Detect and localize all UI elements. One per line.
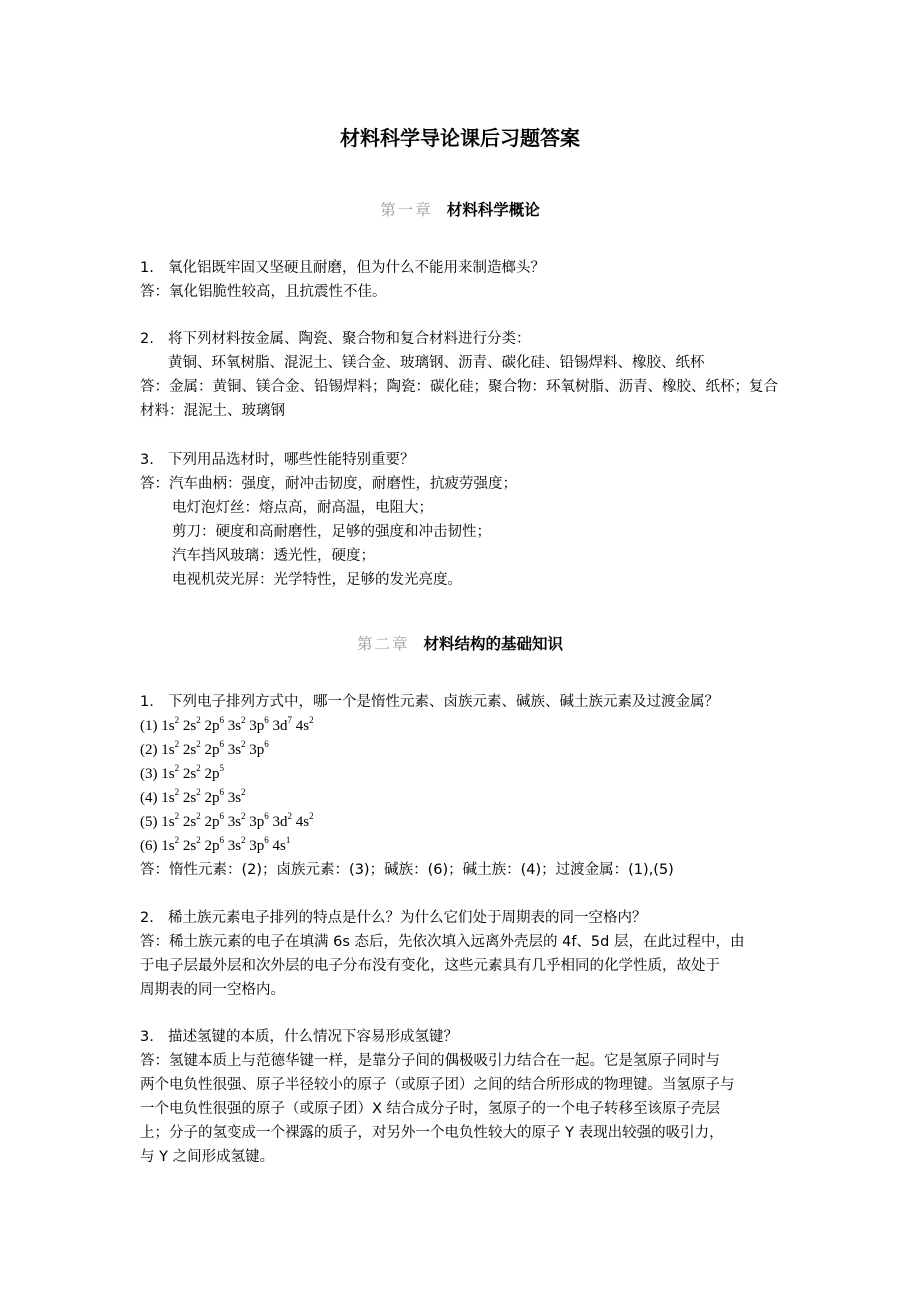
orbital-electron-count: 2	[196, 835, 201, 845]
orbital: 2s	[182, 814, 197, 830]
answer-text: 电灯泡灯丝：熔点高，耐高温，电阻大；	[172, 500, 433, 516]
config-label: (5)	[140, 814, 162, 830]
answer-text: 材料：混泥土、玻璃钢	[140, 403, 285, 419]
orbital-electron-count: 2	[174, 739, 180, 749]
answer-text: 答：金属：黄铜、镁合金、铅锡焊料；陶瓷：碳化硅；聚合物：环氧树脂、沥青、橡胶、纸杯；复合	[140, 379, 778, 395]
chapter-2-number: 第二章	[356, 635, 410, 653]
answer-text: 剪刀：硬度和高耐磨性，足够的强度和冲击韧性；	[172, 524, 491, 540]
orbital-electron-count: 6	[219, 739, 224, 749]
config-label: (3)	[140, 766, 162, 782]
answer-text: 答：惰性元素：(2)；卤族元素：(3)；碱族：(6)；碱土族：(4)；过渡金属：(1),(5)	[140, 862, 674, 878]
orbital-electron-count: 2	[196, 811, 201, 821]
orbital-electron-count: 2	[174, 835, 180, 845]
document-title: 材料科学导论课后习题答案	[340, 126, 580, 150]
orbital: 3p	[249, 718, 265, 734]
orbital-electron-count: 2	[309, 715, 314, 725]
orbital-electron-count: 2	[196, 787, 201, 797]
orbital-electron-count: 7	[287, 715, 293, 725]
orbital-electron-count: 2	[196, 739, 201, 749]
orbital-electron-count: 2	[241, 787, 246, 797]
question-text: 1. 氧化铝既牢固又坚硬且耐磨，但为什么不能用来制造榔头？	[140, 260, 545, 276]
orbital: 4s	[272, 838, 286, 854]
electron-config-line	[140, 810, 780, 834]
orbital-electron-count: 2	[174, 811, 180, 821]
orbital: 2p	[204, 790, 220, 806]
orbital-electron-count: 6	[219, 715, 224, 725]
orbital-electron-count: 6	[264, 715, 269, 725]
chapter-2-heading	[0, 632, 920, 654]
orbital-electron-count: 6	[264, 811, 269, 821]
answer-text: 答：稀土族元素的电子在填满 6s 态后，先依次填入远离外壳层的 4f、5d 层，在此过程中，由	[140, 934, 745, 950]
config-label: (6)	[140, 838, 162, 854]
orbital-electron-count: 2	[174, 715, 180, 725]
orbital: 3s	[227, 814, 242, 830]
orbital-electron-count: 2	[196, 715, 201, 725]
answer-text: 答：汽车曲柄：强度，耐冲击韧度，耐磨性，抗疲劳强度；	[140, 476, 517, 492]
orbital-electron-count: 5	[219, 763, 224, 773]
orbital: 3p	[249, 838, 265, 854]
orbital-electron-count: 6	[219, 835, 224, 845]
config-label: (4)	[140, 790, 162, 806]
electron-config-line	[140, 738, 780, 762]
electron-config-line	[140, 762, 780, 786]
orbital: 3s	[227, 838, 242, 854]
question-text: 3. 下列用品选材时，哪些性能特别重要？	[140, 452, 415, 468]
orbital: 1s	[161, 790, 175, 806]
orbital: 2p	[204, 766, 220, 782]
material-list: 黄铜、环氧树脂、混泥土、镁合金、玻璃钢、沥青、碳化硅、铅锡焊料、橡胶、纸杯	[168, 355, 705, 371]
orbital-electron-count: 6	[219, 811, 224, 821]
orbital: 2s	[182, 742, 197, 758]
question-text: 2. 稀土族元素电子排列的特点是什么？为什么它们处于周期表的同一空格内？	[140, 910, 647, 926]
orbital-electron-count: 6	[219, 787, 224, 797]
orbital: 3d	[272, 718, 288, 734]
config-label: (2)	[140, 742, 162, 758]
answer-text: 答：氧化铝脆性较高，且抗震性不佳。	[140, 284, 387, 300]
answer-text: 一个电负性很强的原子（或原子团）X 结合成分子时，氢原子的一个电子转移至该原子壳层	[140, 1101, 721, 1117]
orbital: 2p	[204, 838, 220, 854]
orbital: 3d	[272, 814, 288, 830]
orbital: 2s	[182, 838, 197, 854]
orbital-electron-count: 2	[241, 835, 246, 845]
orbital: 3s	[227, 790, 242, 806]
orbital: 2p	[204, 742, 220, 758]
orbital-electron-count: 2	[174, 787, 180, 797]
orbital: 3p	[249, 742, 265, 758]
answer-text: 答：氢键本质上与范德华键一样，是靠分子间的偶极吸引力结合在一起。它是氢原子同时与	[140, 1053, 720, 1069]
electron-config-line	[140, 834, 780, 858]
orbital-electron-count: 1	[285, 835, 291, 845]
orbital: 1s	[161, 742, 175, 758]
answer-text: 上；分子的氢变成一个裸露的质子，对另外一个电负性较大的原子 Y 表现出较强的吸引力，	[140, 1125, 724, 1141]
orbital-electron-count: 2	[241, 811, 246, 821]
answer-text: 与 Y 之间形成氢键。	[140, 1149, 275, 1165]
orbital-electron-count: 2	[287, 811, 293, 821]
chapter-1-number: 第一章	[380, 201, 433, 219]
orbital: 3s	[227, 718, 242, 734]
orbital: 2s	[182, 790, 197, 806]
question-text: 2. 将下列材料按金属、陶瓷、聚合物和复合材料进行分类：	[140, 331, 531, 347]
orbital-electron-count: 2	[241, 715, 246, 725]
orbital: 2s	[182, 718, 197, 734]
ch1-question-1	[140, 256, 780, 304]
orbital-electron-count: 2	[196, 763, 201, 773]
orbital-electron-count: 2	[174, 763, 180, 773]
answer-text: 汽车挡风玻璃：透光性，硬度；	[172, 548, 375, 564]
config-label: (1)	[140, 718, 162, 734]
ch1-question-2	[140, 327, 780, 423]
ch1-question-3	[140, 448, 780, 592]
chapter-2-title: 材料结构的基础知识	[423, 635, 564, 653]
orbital-electron-count: 2	[241, 739, 246, 749]
electron-config-list	[140, 714, 780, 858]
orbital: 3p	[249, 814, 265, 830]
orbital: 1s	[161, 838, 175, 854]
orbital: 4s	[295, 718, 310, 734]
question-text: 1. 下列电子排列方式中，哪一个是惰性元素、卤族元素、碱族、碱土族元素及过渡金属？	[140, 694, 719, 710]
ch2-question-2	[140, 906, 780, 1002]
answer-text: 电视机荧光屏：光学特性，足够的发光亮度。	[172, 572, 462, 588]
orbital: 1s	[161, 814, 175, 830]
orbital: 2p	[204, 718, 220, 734]
answer-text: 于电子层最外层和次外层的电子分布没有变化，这些元素具有几乎相同的化学性质，故处于	[140, 958, 720, 974]
orbital: 2p	[204, 814, 220, 830]
orbital-electron-count: 6	[264, 739, 269, 749]
orbital: 1s	[161, 718, 175, 734]
answer-text: 两个电负性很强、原子半径较小的原子（或原子团）之间的结合所形成的物理键。当氢原子与	[140, 1077, 735, 1093]
orbital: 2s	[182, 766, 197, 782]
ch2-question-1	[140, 690, 780, 882]
electron-config-line	[140, 786, 780, 810]
electron-config-line	[140, 714, 780, 738]
orbital-electron-count: 6	[264, 835, 269, 845]
orbital: 1s	[161, 766, 175, 782]
orbital: 4s	[295, 814, 310, 830]
ch2-question-3	[140, 1025, 780, 1169]
chapter-1-heading	[0, 198, 920, 220]
orbital: 3s	[227, 742, 242, 758]
answer-text: 周期表的同一空格内。	[140, 982, 285, 998]
question-text: 3. 描述氢键的本质，什么情况下容易形成氢键？	[140, 1029, 458, 1045]
chapter-1-title: 材料科学概论	[446, 201, 540, 219]
orbital-electron-count: 2	[309, 811, 314, 821]
